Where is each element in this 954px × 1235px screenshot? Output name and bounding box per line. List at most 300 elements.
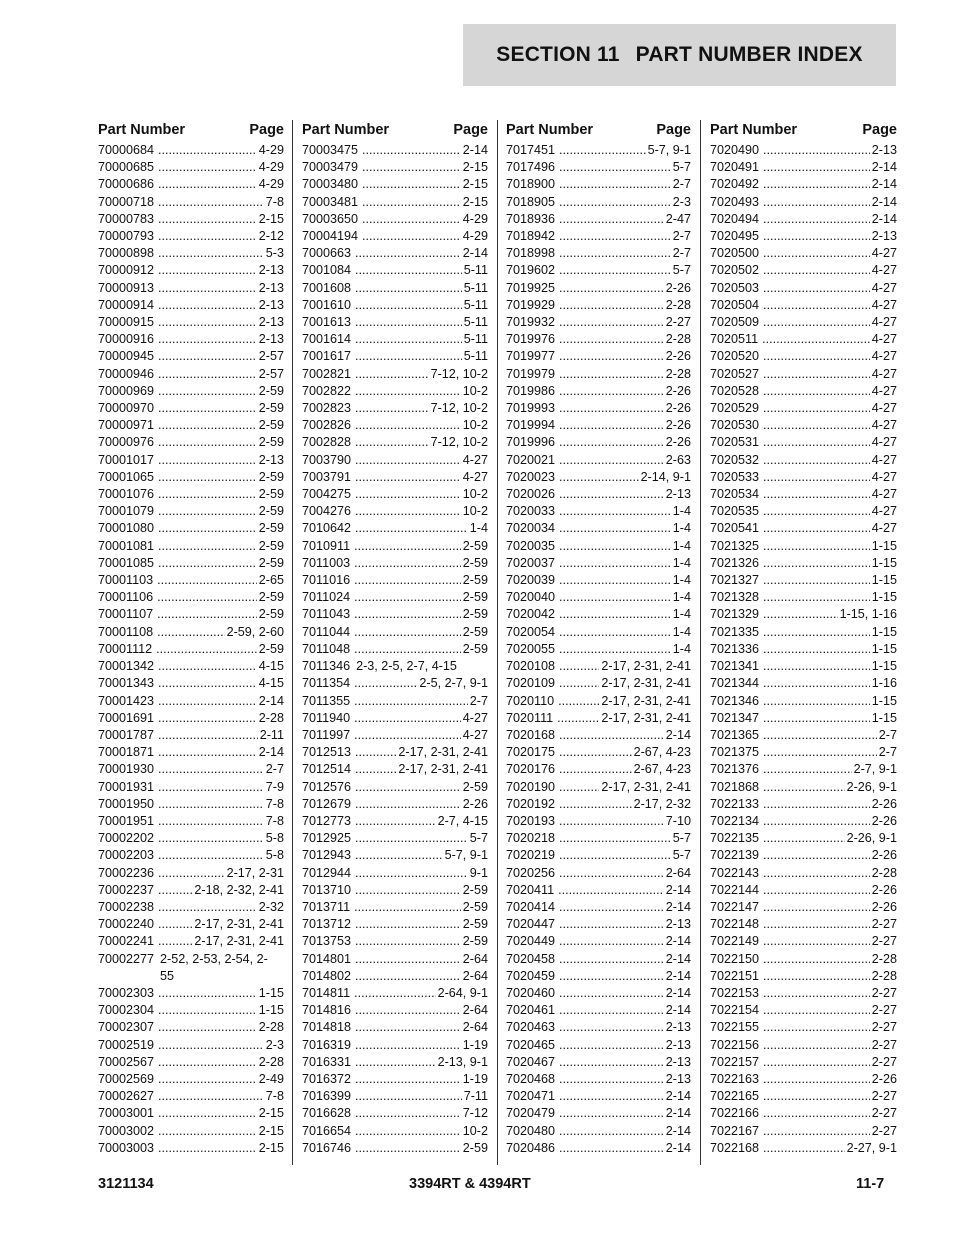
page-reference: 2-57 (259, 348, 284, 365)
leader-dots (763, 366, 870, 383)
part-number: 7018942 (506, 229, 556, 244)
part-number: 70001112 (98, 641, 153, 656)
leader-dots (559, 606, 671, 623)
index-entry (710, 314, 897, 331)
index-entry (98, 538, 284, 555)
leader-dots (559, 1140, 664, 1157)
part-number: 7011024 (302, 590, 351, 605)
leader-dots (763, 348, 870, 365)
index-entry (302, 538, 488, 555)
index-entry (506, 280, 691, 297)
leader-dots (559, 951, 664, 968)
page-reference: 1-4 (673, 520, 691, 537)
page-reference: 2-64 (463, 968, 488, 985)
part-number: 7016628 (302, 1106, 352, 1121)
leader-dots (158, 245, 264, 262)
page-reference: 2-59 (463, 555, 488, 572)
index-entry (710, 417, 897, 434)
leader-dots (763, 916, 870, 933)
part-number: 70001081 (98, 538, 155, 553)
leader-dots (355, 280, 462, 297)
part-number: 70003001 (98, 1106, 155, 1121)
index-entry (506, 606, 691, 623)
page-reference: 2-49 (259, 1071, 284, 1088)
index-entry (98, 641, 284, 658)
page-reference: 7-10 (666, 813, 691, 830)
page-reference: 1-15 (872, 658, 897, 675)
index-entry (506, 400, 691, 417)
part-number: 7021375 (710, 745, 760, 760)
page-reference: 2-59 (463, 538, 488, 555)
leader-dots (763, 589, 870, 606)
page-reference: 2-7 (470, 693, 488, 710)
index-entry (710, 641, 897, 658)
part-number: 70002237 (98, 882, 155, 897)
part-number: 7020040 (506, 590, 556, 605)
leader-dots (355, 383, 461, 400)
part-number-heading: Part Number (98, 122, 186, 138)
page-reference: 2-15 (463, 194, 488, 211)
page-reference: 5-8 (266, 830, 284, 847)
page-reference: 2-59 (259, 383, 284, 400)
part-number: 7021336 (710, 641, 760, 656)
index-entry (506, 985, 691, 1002)
leader-dots (763, 951, 870, 968)
part-number: 70004194 (302, 229, 359, 244)
leader-dots (763, 1002, 870, 1019)
column-header (506, 118, 691, 142)
page-reference: 10-2 (463, 486, 488, 503)
leader-dots (763, 761, 852, 778)
part-number: 7020168 (506, 727, 556, 742)
page-reference: 4-27 (463, 710, 488, 727)
index-entry (302, 1019, 488, 1036)
index-entry (506, 1123, 691, 1140)
index-entry (506, 486, 691, 503)
leader-dots (355, 314, 462, 331)
leader-dots (559, 1019, 664, 1036)
page-reference: 1-15 (872, 555, 897, 572)
part-number: 7013753 (302, 934, 352, 949)
index-entry (302, 503, 488, 520)
part-number: 70001343 (98, 676, 155, 691)
part-number: 70001080 (98, 521, 155, 536)
leader-dots (158, 1019, 257, 1036)
leader-dots (763, 985, 870, 1002)
leader-dots (355, 469, 461, 486)
part-number: 7021868 (710, 779, 760, 794)
part-number: 7020468 (506, 1071, 556, 1086)
page-reference: 4-27 (872, 469, 897, 486)
part-number: 7020033 (506, 504, 556, 519)
index-entry (302, 744, 488, 761)
page-reference: 2-27 (872, 1088, 897, 1105)
part-number: 7020447 (506, 917, 556, 932)
column-header (98, 118, 284, 142)
index-column-1 (98, 118, 284, 1157)
leader-dots (158, 933, 192, 950)
page-reference: 2-26 (666, 348, 691, 365)
page-reference: 2-13 (666, 916, 691, 933)
part-number: 7020532 (710, 452, 760, 467)
leader-dots (763, 383, 870, 400)
leader-dots (158, 813, 264, 830)
page-reference: 2-7 (673, 228, 691, 245)
page-reference: 2-14 (666, 951, 691, 968)
column-divider (292, 120, 293, 1165)
leader-dots (158, 796, 264, 813)
page-reference: 2-59, 2-60 (227, 624, 284, 641)
page-reference: 2-15 (463, 159, 488, 176)
leader-dots (763, 280, 870, 297)
index-entry (302, 951, 488, 968)
part-number: 7011997 (302, 727, 351, 742)
index-entry (506, 968, 691, 985)
part-number: 70001108 (98, 624, 154, 639)
index-entry (302, 1071, 488, 1088)
page-reference: 7-12 (463, 1105, 488, 1122)
index-entry (302, 985, 488, 1002)
index-entry (302, 159, 488, 176)
part-number: 7022156 (710, 1037, 760, 1052)
page-reference: 2-13 (872, 142, 897, 159)
part-number: 7014801 (302, 951, 352, 966)
part-number: 70001951 (98, 813, 155, 828)
page-reference: 2-59 (463, 779, 488, 796)
leader-dots (763, 693, 870, 710)
page-reference: 4-27 (872, 348, 897, 365)
leader-dots (355, 968, 461, 985)
index-entry (98, 1002, 284, 1019)
part-number: 70000684 (98, 143, 155, 157)
part-number: 7022155 (710, 1020, 760, 1035)
part-number: 7001084 (302, 263, 352, 278)
index-entry (302, 280, 488, 297)
part-number: 70003003 (98, 1140, 155, 1155)
leader-dots (559, 176, 671, 193)
part-number: 7001610 (302, 297, 352, 312)
index-entry (302, 1105, 488, 1122)
leader-dots (559, 813, 664, 830)
page-reference: 2-59 (259, 641, 284, 658)
part-number: 7017496 (506, 160, 556, 175)
leader-dots (158, 194, 264, 211)
index-entry (302, 899, 488, 916)
page-reference: 5-7 (673, 262, 691, 279)
index-entry (710, 968, 897, 985)
leader-dots (559, 916, 664, 933)
part-number: 7020054 (506, 624, 556, 639)
part-number: 7020190 (506, 779, 556, 794)
page-reference: 2-14 (666, 1088, 691, 1105)
part-number: 70001085 (98, 555, 155, 570)
page-reference: 4-27 (872, 520, 897, 537)
index-entry (506, 710, 691, 727)
part-number: 7022165 (710, 1089, 760, 1104)
page-reference: 2-17, 2-31, 2-41 (194, 933, 284, 950)
index-entry (710, 813, 897, 830)
page-reference: 2-17, 2-31, 2-41 (601, 675, 691, 692)
leader-dots (158, 658, 257, 675)
leader-dots (158, 469, 257, 486)
part-number: 7020503 (710, 280, 760, 295)
leader-dots (158, 520, 257, 537)
part-number: 7010911 (302, 538, 351, 553)
leader-dots (762, 331, 870, 348)
page-reference: 2-59 (463, 933, 488, 950)
leader-dots (559, 262, 671, 279)
page-reference: 2-13 (872, 228, 897, 245)
part-number: 7020467 (506, 1054, 556, 1069)
part-number: 7020479 (506, 1106, 556, 1121)
part-number: 70002569 (98, 1071, 155, 1086)
leader-dots (355, 452, 461, 469)
index-entry (710, 194, 897, 211)
index-entry (302, 211, 488, 228)
leader-dots (158, 176, 257, 193)
page-reference: 2-26 (666, 280, 691, 297)
leader-dots (354, 555, 461, 572)
leader-dots (158, 348, 257, 365)
part-number: 70002567 (98, 1054, 155, 1069)
page-reference: 7-8 (266, 1088, 284, 1105)
leader-dots (158, 899, 257, 916)
page-reference: 2-17, 2-32 (634, 796, 691, 813)
leader-dots (559, 348, 664, 365)
part-number: 7020023 (506, 469, 556, 484)
part-number: 7020534 (710, 487, 760, 502)
leader-dots (763, 1071, 870, 1088)
leader-dots (355, 1071, 461, 1088)
index-entry (710, 744, 897, 761)
index-entry (302, 228, 488, 245)
index-entry (710, 624, 897, 641)
index-entry (710, 985, 897, 1002)
index-entry (302, 1088, 488, 1105)
part-number: 7002821 (302, 366, 352, 381)
index-entry (98, 1088, 284, 1105)
leader-dots (158, 452, 257, 469)
page-reference: 2-28 (259, 1019, 284, 1036)
index-entry (506, 951, 691, 968)
page-reference: 4-29 (463, 211, 488, 228)
leader-dots (355, 779, 461, 796)
page-reference: 2-59 (463, 882, 488, 899)
index-entry (506, 176, 691, 193)
part-number: 70002203 (98, 848, 155, 863)
page-reference: 5-11 (464, 331, 488, 348)
page-reference: 10-2 (463, 1123, 488, 1140)
index-entry (710, 761, 897, 778)
index-entry (506, 520, 691, 537)
part-number: 7020042 (506, 607, 556, 622)
leader-dots (158, 400, 257, 417)
leader-dots (559, 779, 599, 796)
index-entry (710, 710, 897, 727)
page-reference: 2-15 (259, 1105, 284, 1122)
page-reference: 1-4 (673, 555, 691, 572)
page-reference: 2-28 (259, 1054, 284, 1071)
footer-model: 3394RT & 4394RT (409, 1176, 531, 1192)
part-number: 7003790 (302, 452, 352, 467)
page-reference: 2-17, 2-31, 2-41 (601, 658, 691, 675)
page-reference: 2-59 (463, 916, 488, 933)
leader-dots (763, 314, 870, 331)
section-title-band (463, 24, 896, 86)
index-entry (506, 1071, 691, 1088)
index-entry (302, 968, 488, 985)
part-number: 7000663 (302, 246, 352, 261)
page-reference: 2-28 (666, 297, 691, 314)
leader-dots (157, 572, 257, 589)
page-reference: 10-2 (463, 383, 488, 400)
leader-dots (355, 744, 396, 761)
leader-dots (559, 417, 664, 434)
page-reference: 2-59 (463, 624, 488, 641)
leader-dots (558, 882, 664, 899)
leader-dots (355, 331, 462, 348)
leader-dots (559, 486, 664, 503)
index-entry (302, 933, 488, 950)
leader-dots (763, 262, 870, 279)
part-number: 7001608 (302, 280, 352, 295)
index-entry (710, 830, 897, 847)
leader-dots (158, 847, 264, 864)
part-number: 7022143 (710, 865, 760, 880)
part-number: 7020458 (506, 951, 556, 966)
index-entry (98, 159, 284, 176)
leader-dots (354, 899, 461, 916)
page-reference: 2-17, 2-31, 2-41 (601, 779, 691, 796)
leader-dots (763, 297, 870, 314)
leader-dots (158, 486, 257, 503)
part-number: 70000969 (98, 383, 155, 398)
leader-dots (763, 606, 838, 623)
leader-dots (559, 624, 671, 641)
part-number: 7003791 (302, 469, 352, 484)
part-number: 7019925 (506, 280, 556, 295)
part-number: 7014818 (302, 1020, 352, 1035)
index-entry (506, 245, 691, 262)
page-reference: 2-59 (259, 503, 284, 520)
leader-dots (559, 1071, 664, 1088)
column-divider (497, 120, 498, 1165)
part-number: 7019993 (506, 401, 556, 416)
part-number: 7020449 (506, 934, 556, 949)
leader-dots (559, 400, 664, 417)
index-entry (710, 693, 897, 710)
leader-dots (763, 813, 870, 830)
page-reference: 4-27 (872, 400, 897, 417)
part-number: 7020026 (506, 487, 556, 502)
leader-dots (763, 882, 870, 899)
index-entry (710, 727, 897, 744)
leader-dots (763, 469, 870, 486)
leader-dots (157, 624, 224, 641)
part-number: 7020500 (710, 246, 760, 261)
page-reference: 1-15 (872, 572, 897, 589)
page-reference: 2-14 (666, 1105, 691, 1122)
leader-dots (763, 1019, 870, 1036)
part-number: 7011043 (302, 607, 351, 622)
leader-dots (355, 865, 468, 882)
page-reference: 2-13 (259, 314, 284, 331)
index-entry (302, 366, 488, 383)
page-reference: 2-13 (666, 486, 691, 503)
part-number: 70000912 (98, 263, 155, 278)
leader-dots (355, 297, 462, 314)
leader-dots (354, 985, 436, 1002)
column-header (710, 118, 897, 142)
page-reference: 2-3, 2-5, 2-7, 4-15 (356, 659, 457, 674)
leader-dots (355, 761, 396, 778)
part-number: 7020414 (506, 899, 556, 914)
leader-dots (559, 796, 632, 813)
part-number: 70003479 (302, 160, 359, 175)
part-number: 70000916 (98, 332, 155, 347)
part-number: 7020175 (506, 745, 556, 760)
leader-dots (362, 142, 461, 159)
index-entry (302, 1054, 488, 1071)
index-entry (98, 658, 284, 675)
leader-dots (362, 194, 461, 211)
part-number: 7020034 (506, 521, 556, 536)
page-reference: 2-14 (666, 933, 691, 950)
part-number: 7020111 (506, 710, 554, 725)
index-entry (98, 503, 284, 520)
index-entry (506, 933, 691, 950)
page-reference: 9-1 (470, 865, 488, 882)
leader-dots (763, 1105, 870, 1122)
part-number: 7019994 (506, 418, 556, 433)
page-reference: 1-15 (872, 538, 897, 555)
part-number: 70002241 (98, 934, 155, 949)
leader-dots (355, 933, 461, 950)
part-number: 70000898 (98, 246, 155, 261)
leader-dots (355, 1123, 461, 1140)
leader-dots (559, 159, 671, 176)
leader-dots (355, 916, 461, 933)
part-number: 7021346 (710, 693, 760, 708)
index-entry (98, 262, 284, 279)
index-entry (302, 779, 488, 796)
index-entry (98, 383, 284, 400)
index-entry (710, 779, 897, 796)
part-number: 70000946 (98, 366, 155, 381)
page-reference: 5-11 (464, 280, 488, 297)
page-reference: 2-14 (666, 985, 691, 1002)
page-reference: 1-4 (673, 624, 691, 641)
index-entry (710, 331, 897, 348)
part-number: 7020471 (506, 1089, 556, 1104)
leader-dots (158, 1002, 257, 1019)
index-entry (302, 434, 488, 451)
leader-dots (557, 710, 599, 727)
part-number: 70002202 (98, 831, 155, 846)
part-number: 7011354 (302, 676, 351, 691)
index-entry (710, 951, 897, 968)
index-entry (98, 452, 284, 469)
part-number: 7020529 (710, 401, 760, 416)
part-number: 7020492 (710, 177, 760, 192)
part-number: 7012513 (302, 745, 352, 760)
index-entry (710, 1088, 897, 1105)
index-entry (302, 761, 488, 778)
part-number: 7020460 (506, 985, 556, 1000)
leader-dots (157, 589, 257, 606)
page-reference: 2-7, 9-1 (854, 761, 897, 778)
part-number: 7016399 (302, 1089, 352, 1104)
